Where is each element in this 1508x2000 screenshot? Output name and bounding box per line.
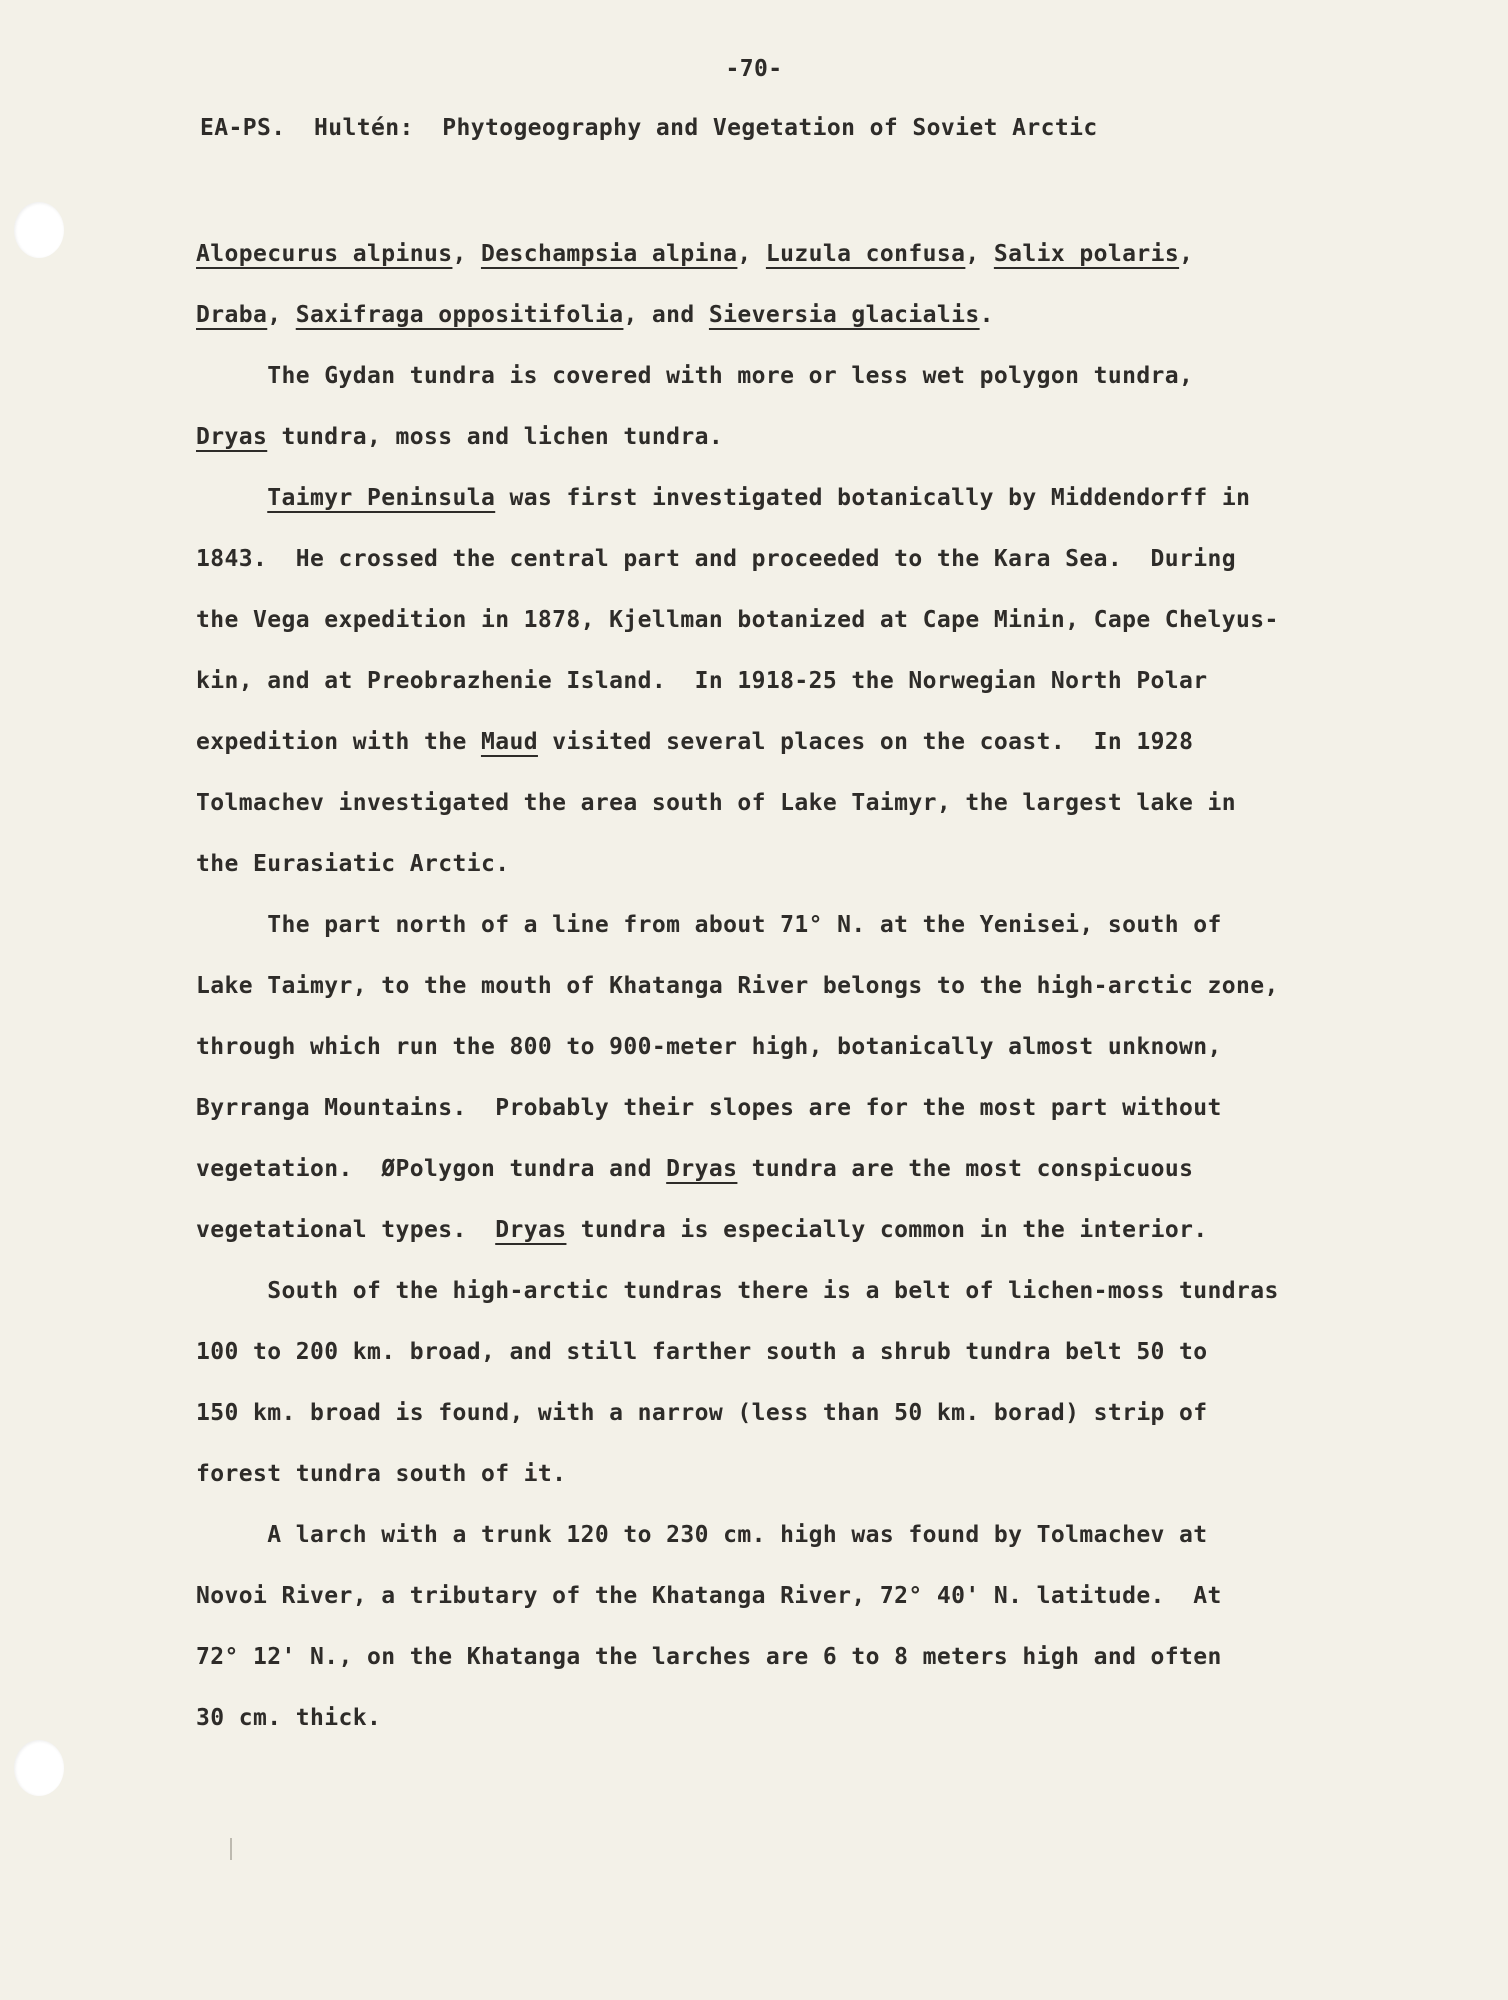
text-run: Lake Taimyr, to the mouth of Khatanga River belongs to the high-arctic zone,	[196, 973, 1279, 999]
text-line	[196, 352, 1376, 413]
text-line	[196, 718, 1376, 779]
text-line	[196, 1145, 1376, 1206]
text-run: Tolmachev investigated the area south of Lake Taimyr, the largest lake in	[196, 790, 1237, 816]
text-run: .	[979, 302, 994, 328]
text-line	[196, 1694, 1376, 1755]
text-run: ,	[965, 241, 994, 267]
text-run: the Vega expedition in 1878, Kjellman botanized at Cape Minin, Cape Chelyus-	[196, 607, 1279, 633]
text-run: tundra, moss and lichen tundra.	[267, 424, 724, 450]
text-run: South of the high-arctic tundras there is a belt of lichen-moss tundras	[196, 1278, 1279, 1304]
text-run: expedition with the	[196, 729, 481, 755]
underlined-term: Salix polaris	[993, 241, 1180, 267]
text-line	[196, 596, 1376, 657]
text-run: 30 cm. thick.	[196, 1705, 382, 1731]
text-run: Byrranga Mountains. Probably their slopes are for the most part without	[196, 1095, 1222, 1121]
underlined-term: Dryas	[196, 424, 268, 450]
text-run: 72° 12' N., on the Khatanga the larches are 6 to 8 meters high and often	[196, 1644, 1222, 1670]
text-line	[196, 1633, 1376, 1694]
text-run: was first investigated botanically by Middendorff in	[495, 485, 1251, 511]
text-run: Novoi River, a tributary of the Khatanga River, 72° 40' N. latitude. At	[196, 1583, 1222, 1609]
text-run: through which run the 800 to 900-meter high, botanically almost unknown,	[196, 1034, 1222, 1060]
text-line	[196, 1450, 1376, 1511]
text-line	[196, 657, 1376, 718]
text-run: 150 km. broad is found, with a narrow (less than 50 km. borad) strip of	[196, 1400, 1208, 1426]
text-run: forest tundra south of it.	[196, 1461, 567, 1487]
text-line	[196, 230, 1376, 291]
text-line	[196, 1572, 1376, 1633]
text-run: tundra is especially common in the interior.	[566, 1217, 1208, 1243]
text-run: , and	[623, 302, 709, 328]
binder-hole-bottom	[14, 1740, 64, 1796]
text-run: 1843. He crossed the central part and proceeded to the Kara Sea. During	[196, 546, 1237, 572]
text-run: vegetational types.	[196, 1217, 496, 1243]
body-text	[196, 230, 1376, 1755]
underlined-term: Dryas	[495, 1217, 567, 1243]
underlined-term: Dryas	[666, 1156, 738, 1182]
text-run: visited several places on the coast. In 1928	[537, 729, 1194, 755]
underlined-term: Sieversia glacialis	[708, 302, 980, 328]
underlined-term: Maud	[480, 729, 538, 755]
text-run: tundra are the most conspicuous	[737, 1156, 1194, 1182]
text-run: ,	[267, 302, 296, 328]
text-run	[196, 485, 267, 511]
text-run: ,	[1179, 241, 1194, 267]
text-line	[196, 535, 1376, 596]
text-run: kin, and at Preobrazhenie Island. In 1918-25 the Norwegian North Polar	[196, 668, 1208, 694]
underlined-term: Deschampsia alpina	[480, 241, 738, 267]
text-run: The part north of a line from about 71° N. at the Yenisei, south of	[196, 912, 1222, 938]
text-line	[196, 1206, 1376, 1267]
underlined-term: Draba	[196, 302, 268, 328]
text-run: ,	[452, 241, 481, 267]
page-number: -70-	[725, 56, 783, 82]
text-line	[196, 413, 1376, 474]
text-run: The Gydan tundra is covered with more or less wet polygon tundra,	[196, 363, 1194, 389]
running-header: EA-PS. Hultén: Phytogeography and Vegetation of Soviet Arctic	[200, 115, 1098, 141]
text-line	[196, 474, 1376, 535]
pencil-mark	[230, 1838, 232, 1860]
text-line	[196, 1511, 1376, 1572]
text-line	[196, 962, 1376, 1023]
binder-hole-top	[14, 202, 64, 258]
underlined-term: Alopecurus alpinus	[196, 241, 453, 267]
text-line	[196, 1267, 1376, 1328]
text-line	[196, 1328, 1376, 1389]
text-line	[196, 1389, 1376, 1450]
text-line	[196, 901, 1376, 962]
text-line	[196, 840, 1376, 901]
text-run: A larch with a trunk 120 to 230 cm. high was found by Tolmachev at	[196, 1522, 1208, 1548]
underlined-term: Luzula confusa	[765, 241, 966, 267]
text-run: 100 to 200 km. broad, and still farther south a shrub tundra belt 50 to	[196, 1339, 1208, 1365]
underlined-term: Saxifraga oppositifolia	[295, 302, 624, 328]
text-line	[196, 1084, 1376, 1145]
text-run: the Eurasiatic Arctic.	[196, 851, 510, 877]
text-line	[196, 1023, 1376, 1084]
underlined-term: Taimyr Peninsula	[267, 485, 496, 511]
text-line	[196, 291, 1376, 352]
text-run: ,	[737, 241, 766, 267]
text-line	[196, 779, 1376, 840]
text-run: vegetation. ØPolygon tundra and	[196, 1156, 667, 1182]
